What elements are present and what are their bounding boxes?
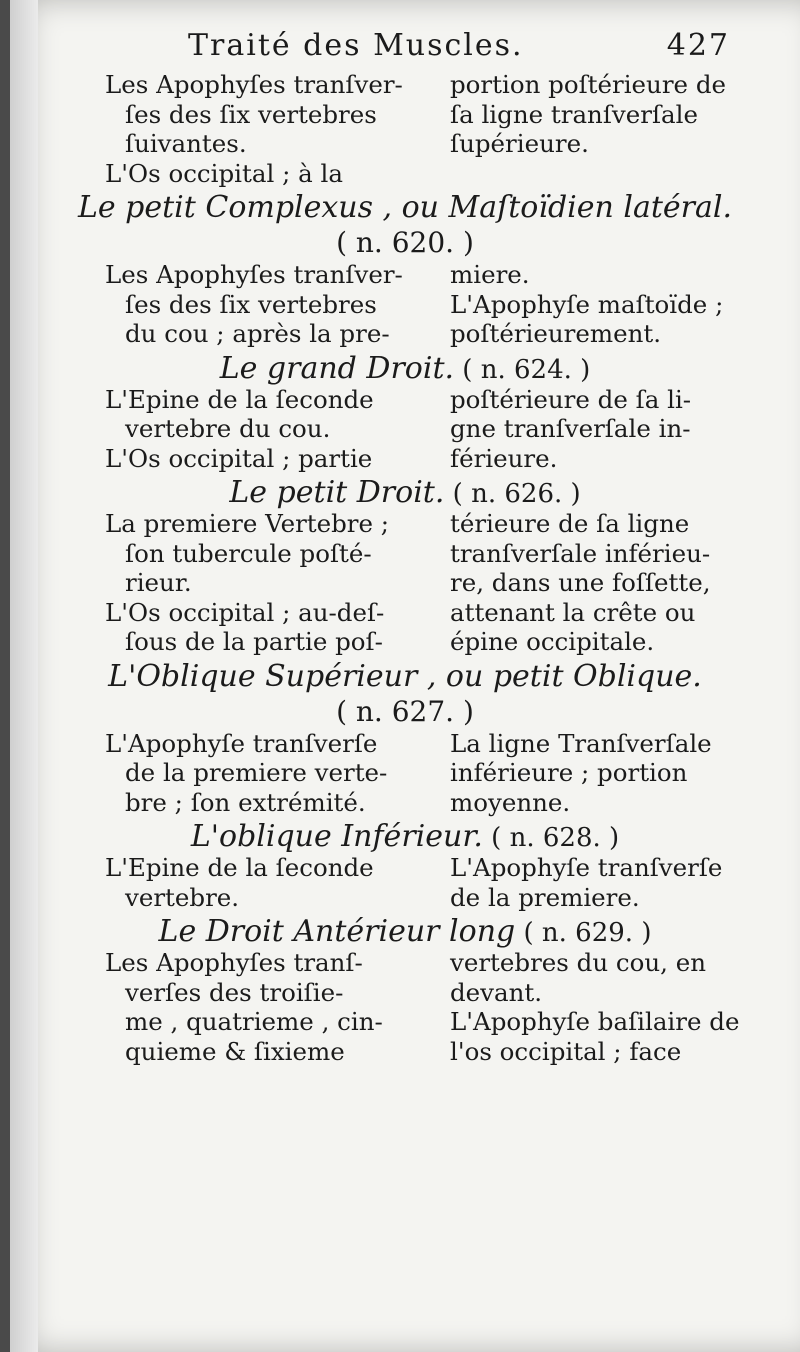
origin-text: L'Os occipital ; partie (105, 443, 373, 473)
origin-text: ſon tubercule poſté- (125, 538, 372, 568)
origin-text: ſuivantes. (125, 129, 247, 158)
insertion-text: L'Apophyſe tranſverſe (450, 853, 723, 882)
running-title: Traité des Muscles. (188, 28, 524, 63)
insertion-text: épine occipitale. (450, 627, 655, 656)
muscle-name: Le petit Droit. (229, 475, 445, 510)
muscle-reference: ( n. 628. ) (482, 823, 620, 853)
origin-text: du cou ; après la pre- (125, 319, 390, 348)
origin-text: ſes des ſix vertebres (125, 289, 377, 319)
insertion-text: l'os occipital ; face (450, 1036, 682, 1066)
muscle-name: L'oblique Inférieur. (190, 819, 483, 854)
insertion-text: L'Apophyſe baſilaire de (450, 1007, 740, 1036)
running-header (188, 28, 730, 68)
origin-text: L'Os occipital ; au-deſ- (105, 597, 385, 627)
muscle-name: Le Droit Antérieur long (158, 914, 516, 949)
muscle-name: L'Oblique Supérieur , ou petit Oblique. (108, 658, 702, 694)
insertion-text: La ligne Tranſverſale (450, 728, 712, 758)
origin-text: L'Epine de la ſeconde (105, 384, 374, 414)
insertion-text: poſtérieurement. (450, 319, 662, 348)
muscle-reference: ( n. 629. ) (515, 918, 652, 948)
muscle-heading (10, 659, 800, 694)
origin-text: Les Apophyſes tranſver- (105, 70, 403, 99)
insertion-text: devant. (450, 977, 543, 1007)
origin-text: rieur. (125, 568, 192, 597)
origin-text: ſous de la partie poſ- (125, 627, 383, 656)
origin-text: de la premiere verte- (125, 758, 388, 787)
muscle-heading (10, 475, 800, 510)
insertion-text: inférieure ; portion (450, 758, 688, 787)
muscle-heading (10, 190, 800, 225)
insertion-text: attenant la crête ou (450, 597, 696, 627)
insertion-text: moyenne. (450, 787, 571, 817)
insertion-text: ſa ligne tranſverſale (450, 99, 698, 129)
insertion-text: re, dans une foſſette, (450, 568, 711, 597)
origin-text: L'Apophyſe tranſverſe (105, 728, 378, 758)
insertion-text: tranſverſale inférieu- (450, 538, 711, 568)
insertion-text: férieure. (450, 443, 558, 473)
muscle-name: Le grand Droit. (219, 350, 455, 386)
insertion-text: poſtérieure de ſa li- (450, 384, 692, 414)
origin-text: vertebre. (125, 882, 240, 912)
book-page (10, 0, 800, 1352)
origin-text: La premiere Vertebre ; (105, 509, 390, 538)
muscle-reference: ( n. 627. ) (336, 694, 474, 728)
muscle-reference: ( n. 626. ) (444, 479, 581, 509)
muscle-reference: ( n. 620. ) (336, 226, 474, 259)
origin-text: verſes des troiſie- (125, 977, 344, 1007)
muscle-heading (10, 351, 800, 386)
origin-text: Les Apophyſes tranſver- (105, 260, 403, 289)
insertion-text: gne tranſverſale in- (450, 414, 691, 443)
insertion-text: portion poſtérieure de (450, 70, 726, 99)
insertion-text: ſupérieure. (450, 129, 589, 158)
insertion-text: de la premiere. (450, 882, 640, 912)
origin-text: Les Apophyſes tranſ- (105, 948, 363, 977)
origin-text: me , quatrieme , cin- (125, 1007, 383, 1036)
insertion-text: vertebres du cou, en (450, 948, 707, 977)
muscle-heading (10, 914, 800, 949)
insertion-text: térieure de ſa ligne (450, 509, 690, 538)
origin-text: L'Os occipital ; à la (105, 158, 343, 188)
origin-text: quieme & ſixieme (125, 1036, 345, 1066)
muscle-heading (10, 819, 800, 854)
origin-text: vertebre du cou. (125, 414, 331, 443)
muscle-name: Le petit Complexus , ou Maſtoïdien latéral. (77, 190, 733, 225)
muscle-reference: ( n. 624. ) (454, 354, 591, 385)
origin-text: bre ; ſon extrémité. (125, 787, 366, 817)
insertion-text: miere. (450, 260, 530, 289)
insertion-text: L'Apophyſe maſtoïde ; (450, 289, 724, 319)
origin-text: ſes des ſix vertebres (125, 99, 377, 129)
origin-text: L'Epine de la ſeconde (105, 853, 374, 882)
page-number: 427 (666, 28, 730, 63)
